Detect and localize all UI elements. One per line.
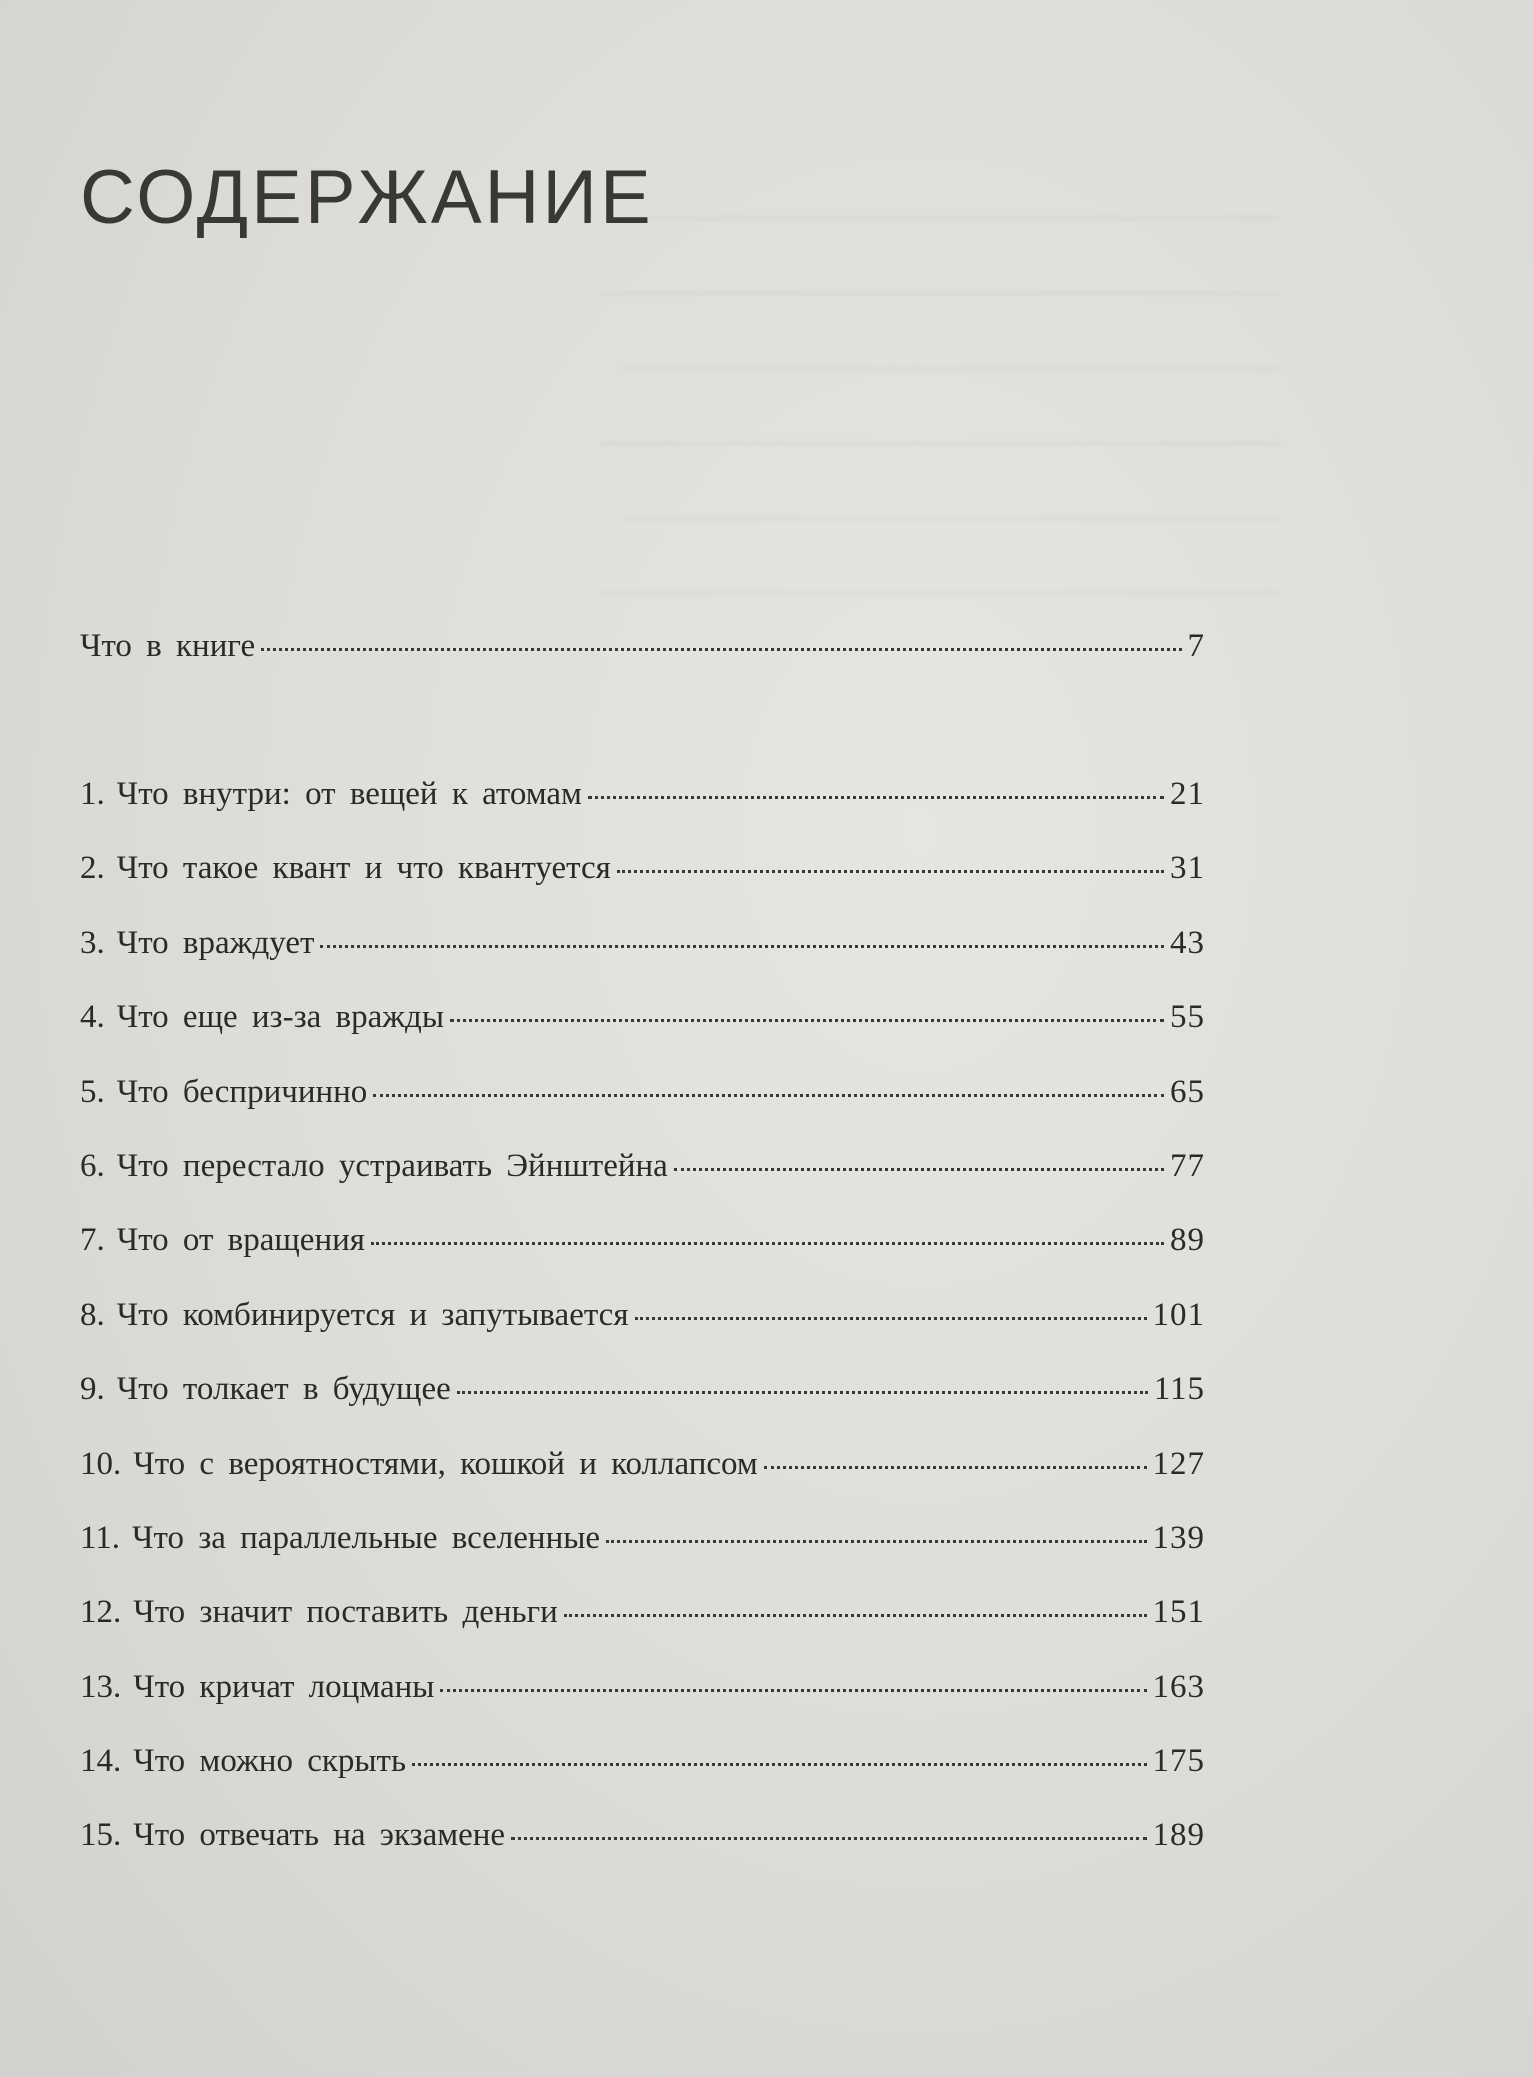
chapter-number: 3.: [80, 924, 105, 961]
toc-entry-page: 127: [1152, 1445, 1205, 1482]
toc-entry[interactable]: [80, 1817, 1205, 1891]
dot-leader: [764, 1466, 1147, 1469]
dot-leader: [450, 1019, 1164, 1022]
toc-entry-intro[interactable]: [80, 628, 1205, 702]
dot-leader: [617, 870, 1164, 873]
toc-entry-label: Что перестало устраивать Эйнштейна: [116, 1147, 668, 1184]
dot-leader: [588, 796, 1164, 799]
chapter-number: 8.: [80, 1296, 105, 1333]
dot-leader: [511, 1837, 1146, 1840]
toc-entry-page: 89: [1170, 1222, 1205, 1259]
toc-entry-label: Что беспричинно: [116, 1073, 368, 1110]
toc-entry-page: 65: [1170, 1073, 1205, 1110]
toc-entry-label: Что толкает в будущее: [116, 1371, 451, 1408]
toc-entry-page: 31: [1170, 850, 1205, 887]
toc-entry-label: Что враждует: [116, 924, 315, 961]
chapter-number: 9.: [80, 1371, 105, 1408]
dot-leader: [261, 648, 1181, 651]
toc-entry[interactable]: [80, 925, 1205, 999]
toc-entry-page: 21: [1170, 776, 1205, 812]
chapter-number: 2.: [80, 850, 105, 887]
dot-leader: [674, 1168, 1164, 1171]
toc-entry-label: Что такое квант и что квантуется: [116, 850, 611, 887]
chapter-number: 11.: [80, 1519, 121, 1556]
toc-entry[interactable]: [80, 1520, 1205, 1594]
toc-entry[interactable]: [80, 776, 1205, 850]
dot-leader: [635, 1317, 1147, 1320]
toc-entry-page: 163: [1152, 1668, 1205, 1705]
chapter-number: 14.: [80, 1743, 122, 1780]
toc-entry-label: Что от вращения: [116, 1222, 365, 1259]
toc-entry[interactable]: [80, 1074, 1205, 1148]
toc-entry-page: 151: [1152, 1594, 1205, 1631]
toc-entry[interactable]: [80, 1148, 1205, 1222]
toc-entry-label: Что отвечать на экзамене: [133, 1817, 506, 1854]
toc-entry-page: 55: [1170, 999, 1205, 1036]
dot-leader: [320, 945, 1164, 948]
toc-entry-page: 175: [1152, 1743, 1205, 1780]
page-title: СОДЕРЖАНИЕ: [80, 155, 654, 240]
dot-leader: [457, 1391, 1148, 1394]
toc-entry-label: Что комбинируется и запутывается: [116, 1296, 629, 1333]
toc-chapter-list: [80, 776, 1205, 1892]
chapter-number: 12.: [80, 1594, 122, 1631]
toc-entry[interactable]: [80, 1446, 1205, 1520]
dot-leader: [412, 1763, 1146, 1766]
toc-entry[interactable]: [80, 1743, 1205, 1817]
dot-leader: [373, 1094, 1164, 1097]
dot-leader: [440, 1689, 1146, 1692]
toc-entry[interactable]: [80, 1297, 1205, 1371]
dot-leader: [606, 1540, 1146, 1543]
toc-entry-label: Что в книге: [80, 628, 256, 664]
toc-entry-page: 115: [1153, 1371, 1205, 1408]
chapter-number: 6.: [80, 1147, 105, 1184]
toc-entry-label: Что внутри: от вещей к атомам: [116, 776, 582, 812]
toc-entry-label: Что кричат лоцманы: [133, 1668, 435, 1705]
toc-entry[interactable]: [80, 1594, 1205, 1668]
chapter-number: 4.: [80, 999, 105, 1036]
chapter-number: 5.: [80, 1073, 105, 1110]
toc-entry-label: Что еще из-за вражды: [116, 999, 444, 1036]
toc-entry-label: Что с вероятностями, кошкой и коллапсом: [133, 1445, 758, 1482]
toc-entry[interactable]: [80, 1669, 1205, 1743]
dot-leader: [371, 1242, 1164, 1245]
toc-entry[interactable]: [80, 850, 1205, 924]
toc-entry-page: 7: [1187, 628, 1205, 664]
toc-entry-page: 77: [1170, 1147, 1205, 1184]
chapter-number: 13.: [80, 1668, 122, 1705]
toc-entry-page: 43: [1170, 924, 1205, 961]
chapter-number: 10.: [80, 1445, 122, 1482]
toc-intro: [80, 628, 1205, 702]
toc-entry-page: 139: [1152, 1519, 1205, 1556]
toc-entry[interactable]: [80, 1222, 1205, 1296]
toc-entry[interactable]: [80, 999, 1205, 1073]
toc-entry-page: 189: [1152, 1817, 1205, 1854]
chapter-number: 15.: [80, 1817, 122, 1854]
bleed-through-texture: ───────────────────────────── ────────────────────────────── ───────────────────────────── ────────────────────────────── ───────────────────────────── ──────────────────────────────: [599, 199, 1280, 610]
toc-entry-label: Что значит поставить деньги: [133, 1594, 558, 1631]
chapter-number: 7.: [80, 1222, 105, 1259]
toc-entry-label: Что за параллельные вселенные: [132, 1519, 601, 1556]
toc-entry[interactable]: [80, 1371, 1205, 1445]
chapter-number: 1.: [80, 776, 105, 812]
dot-leader: [564, 1614, 1147, 1617]
toc-entry-page: 101: [1152, 1296, 1205, 1333]
toc-entry-label: Что можно скрыть: [133, 1743, 407, 1780]
